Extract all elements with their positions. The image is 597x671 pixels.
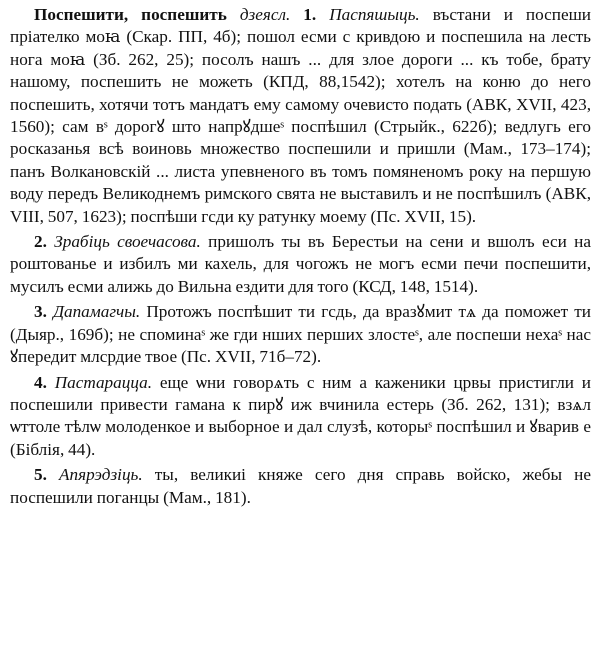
- sense-number: 2.: [34, 232, 47, 252]
- sense-text: пришолъ ты въ Берестьи на сени и вшолъ еси на роштованье и избилъ ми кахель, для чогожъ не могъ есми печи поспешити, мусилъ есми алижь до Вильна ездити для того (КСД, 148, 1514).: [10, 232, 591, 296]
- sense-number: 3.: [34, 302, 47, 322]
- sense-gloss: Апярэдзіць.: [58, 465, 143, 485]
- sense-number: 1.: [303, 5, 317, 24]
- grammar-label: дзеясл.: [239, 5, 291, 24]
- sense-number: 5.: [34, 465, 47, 485]
- sense-gloss: Дапамагчы.: [53, 302, 141, 322]
- sense-gloss: Паспяшыць.: [329, 5, 420, 24]
- sense-text: еще ѡни говорѧть с ним а каженики црвы пристигли и поспешили привести гамана к пирꙋ иж вчинила естерь (Зб. 262, 131); взѧл ѡттоле тѣлѡ молоденкое и выборное и дал слузѣ, которыˢ поспѣшил и ꙋварив е (Біблія, 44).: [10, 372, 591, 459]
- sense-gloss: Пастарацца.: [54, 372, 153, 392]
- sense-4: [10, 372, 591, 462]
- sense-number: 4.: [34, 372, 47, 392]
- sense-text: Протожъ поспѣшит ти гсдь, да вразꙋмит тѧ да поможет ти (Дыяр., 169б); не споминаˢ же гди нших перших злостеˢ, але поспеши нехаˢ нас ꙋпередит млсрдие твое (Пс. XVII, 71б–72).: [10, 302, 591, 367]
- sense-text: въстани и поспеши пріателко моꙗ (Скар. ПП, 4б); пошол есми с кривдою и поспешила на лесть нога моꙗ (Зб. 262, 25); посолъ нашъ ... для злое дороги ... къ тобе, брату нашому, поспешить не можеть (КПД, 88,1542); хотелъ на коню до него поспешить, хотячи тотъ мандатъ ему самому очевисто подать (АВК, XVII, 423, 1560); сам вˢ дорогꙋ што напрꙋдшеˢ поспѣшил (Стрыйк., 622б); ведлугь его росказанья всѣ воиновь множество поспешили и пришли (Мам., 173–174); панъ Волкановскій ... листа упевненого въ томъ помяненомъ року на першую воду передъ Великоднемъ римского свята не выставилъ и не поспѣшилъ (АВК, VIII, 507, 1623); поспѣши гсди ку ратунку моему (Пс. XVII, 15).: [10, 5, 592, 226]
- sense-2: [10, 231, 591, 298]
- sense-1: [10, 4, 591, 228]
- headword: Поспешити, поспешить: [34, 5, 227, 24]
- sense-5: [10, 464, 591, 509]
- sense-gloss: Зрабіць своечасова.: [54, 232, 201, 252]
- sense-3: [10, 301, 591, 368]
- sense-text: ты, великиі княже сего дня справь войско, жебы не поспешили поганцы (Мам., 181).: [10, 465, 591, 507]
